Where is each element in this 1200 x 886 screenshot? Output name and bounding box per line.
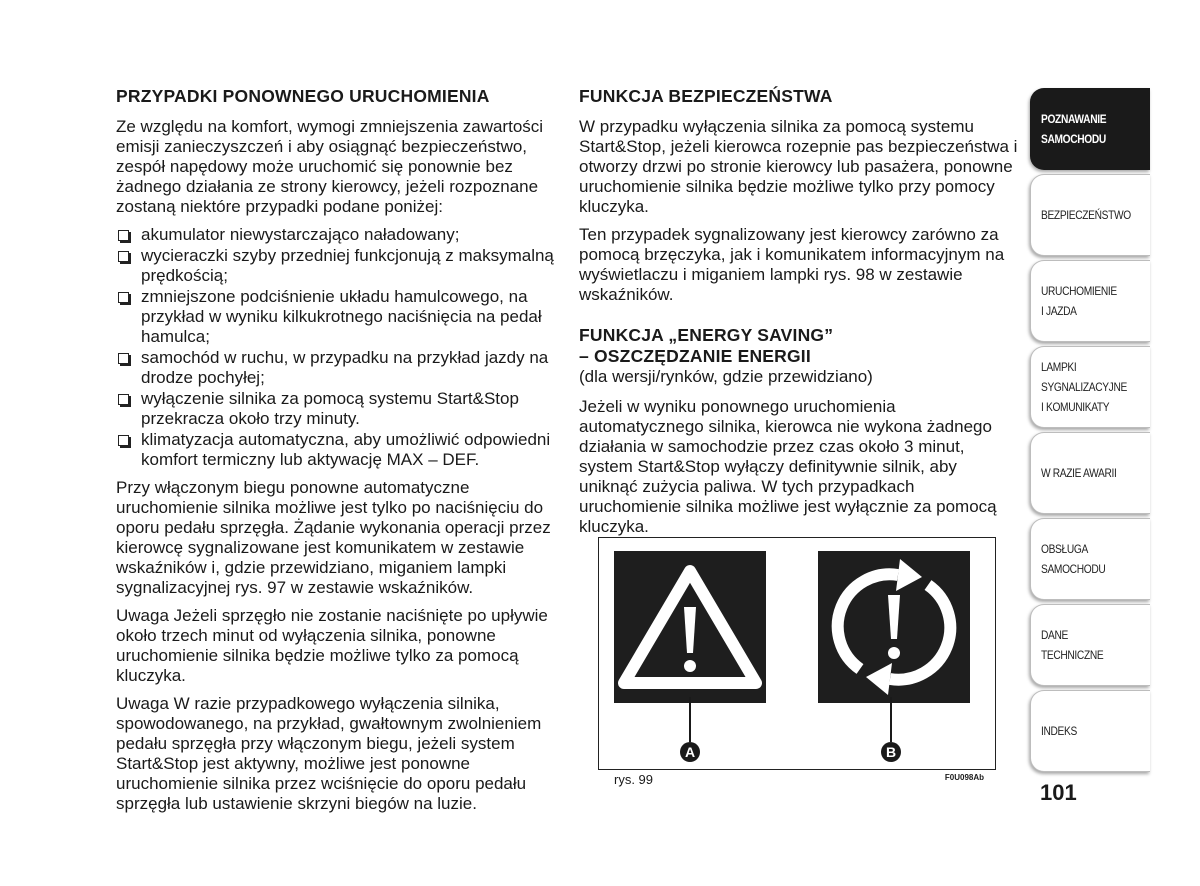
list-item-text: akumulator niewystarczająco naładowany; bbox=[141, 225, 460, 244]
tab-label: BEZPIECZEŃSTWO bbox=[1041, 208, 1131, 222]
list-item bbox=[116, 287, 556, 347]
list-item bbox=[116, 246, 556, 286]
tab-label: DANE TECHNICZNE bbox=[1041, 628, 1104, 662]
safety-function-paragraph: W przypadku wyłączenia silnika za pomocą systemu Start&Stop, jeżeli kierowca rozepnie pas bezpieczeństwa i otworzy drzwi po stronie kierowcy lub pasażera, ponowne uruchomienie silnika będzie możliwe tylko przy pomocy kluczyka. bbox=[579, 117, 1018, 216]
checkbox-bullet-icon bbox=[118, 230, 129, 241]
energy-saving-heading-line2: – OSZCZĘDZANIE ENERGII bbox=[579, 346, 811, 366]
list-item-text: zmniejszone podciśnienie układu hamulcowego, na przykład w wyniku kilkukrotnego naciśnięcia na pedał hamulca; bbox=[141, 287, 542, 346]
figure-99 bbox=[598, 537, 996, 792]
tab-label: OBSŁUGA SAMOCHODU bbox=[1041, 542, 1106, 576]
list-item bbox=[116, 225, 556, 245]
energy-saving-subtitle: (dla wersji/rynków, gdzie przewidziano) bbox=[579, 367, 873, 386]
restart-conditions-list bbox=[116, 225, 556, 470]
list-item-text: samochód w ruchu, w przypadku na przykład jazdy na drodze pochyłej; bbox=[141, 348, 549, 387]
left-column bbox=[116, 86, 556, 822]
label-b: B bbox=[885, 744, 897, 760]
energy-saving-heading-line1: FUNKCJA „ENERGY SAVING” bbox=[579, 325, 834, 345]
tab-poznawanie-samochodu[interactable] bbox=[1030, 88, 1150, 170]
tab-label: LAMPKI SYGNALIZACYJNE I KOMUNIKATY bbox=[1041, 360, 1127, 414]
right-column bbox=[579, 86, 1019, 545]
restart-cases-heading: PRZYPADKI PONOWNEGO URUCHOMIENIA bbox=[116, 86, 490, 106]
figure-code: F0U098Ab bbox=[944, 773, 984, 782]
figure-caption: rys. 99 bbox=[614, 772, 654, 787]
checkbox-bullet-icon bbox=[118, 251, 129, 262]
checkbox-bullet-icon bbox=[118, 435, 129, 446]
energy-saving-heading bbox=[579, 325, 1019, 367]
safety-signal-paragraph: Ten przypadek sygnalizowany jest kierowcy zarówno za pomocą brzęczyka, jak i komunikatem informacyjnym na wyświetlaczu i miganiem lampki rys. 98 w zestawie wskaźników. bbox=[579, 225, 1005, 304]
tab-label: POZNAWANIE SAMOCHODU bbox=[1041, 112, 1107, 146]
label-a: A bbox=[684, 744, 696, 760]
tab-uruchomienie-i-jazda[interactable] bbox=[1030, 260, 1150, 342]
chapter-tabs bbox=[1030, 88, 1150, 776]
tab-lampki-sygnalizacyjne[interactable] bbox=[1030, 346, 1150, 428]
tab-label: URUCHOMIENIE I JAZDA bbox=[1041, 284, 1117, 318]
tab-w-razie-awarii[interactable] bbox=[1030, 432, 1150, 514]
energy-saving-paragraph: Jeżeli w wyniku ponownego uruchomienia automatycznego silnika, kierowca nie wykona żadnego działania w samochodzie przez czas około 3 minut, system Start&Stop wyłączy definitywnie silnik, aby uniknąć zużycia paliwa. W tych przypadkach uruchomienie silnika możliwe jest wyłącznie za pomocą kluczyka. bbox=[579, 397, 997, 536]
checkbox-bullet-icon bbox=[118, 394, 129, 405]
safety-function-heading: FUNKCJA BEZPIECZEŃSTWA bbox=[579, 86, 833, 106]
page-number: 101 bbox=[1040, 780, 1077, 805]
tab-label: W RAZIE AWARII bbox=[1041, 466, 1117, 480]
note-accidental-stall: Uwaga W razie przypadkowego wyłączenia silnika, spowodowanego, na przykład, gwałtownym zwolnieniem pedału sprzęgła przy włączonym biegu, jeżeli system Start&Stop jest aktywny, możliwe jest ponowne uruchomienie silnika przez wciśnięcie do oporu pedału sprzęgła lub ustawienie skrzyni biegów na luzie. bbox=[116, 694, 542, 813]
callout-lines bbox=[598, 537, 996, 772]
clutch-restart-paragraph: Przy włączonym biegu ponowne automatyczne uruchomienie silnika możliwe jest tylko po naciśnięciu do oporu pedału sprzęgła. Żądanie wykonania operacji przez kierowcę sygnalizowane jest komunikatem w zestawie wskaźników i, gdzie przewidziano, miganiem lampki sygnalizacyjnej rys. 97 w zestawie wskaźników. bbox=[116, 478, 551, 597]
list-item bbox=[116, 430, 556, 470]
list-item-text: wycieraczki szyby przedniej funkcjonują z maksymalną prędkością; bbox=[141, 246, 554, 285]
tab-bezpieczenstwo[interactable] bbox=[1030, 174, 1150, 256]
restart-intro-paragraph: Ze względu na komfort, wymogi zmniejszenia zawartości emisji zanieczyszczeń i aby osiągnąć bezpieczeństwo, zespół napędowy może uruchomić się ponownie bez żadnego działania ze strony kierowcy, jeżeli rozpoznane zostaną niektóre przypadki podane poniżej: bbox=[116, 117, 544, 216]
list-item-text: klimatyzacja automatyczna, aby umożliwić odpowiedni komfort termiczny lub aktywację MAX – DEF. bbox=[141, 430, 551, 469]
list-item bbox=[116, 389, 556, 429]
checkbox-bullet-icon bbox=[118, 353, 129, 364]
note-clutch-timeout: Uwaga Jeżeli sprzęgło nie zostanie naciśnięte po upływie około trzech minut od wyłączenia silnika, ponowne uruchomienie silnika będzie możliwe tylko za pomocą kluczyka. bbox=[116, 606, 548, 685]
tab-indeks[interactable] bbox=[1030, 690, 1150, 772]
list-item-text: wyłączenie silnika za pomocą systemu Start&Stop przekracza około trzy minuty. bbox=[141, 389, 519, 428]
list-item bbox=[116, 348, 556, 388]
tab-obsluga-samochodu[interactable] bbox=[1030, 518, 1150, 600]
checkbox-bullet-icon bbox=[118, 292, 129, 303]
tab-label: INDEKS bbox=[1041, 724, 1077, 738]
tab-dane-techniczne[interactable] bbox=[1030, 604, 1150, 686]
